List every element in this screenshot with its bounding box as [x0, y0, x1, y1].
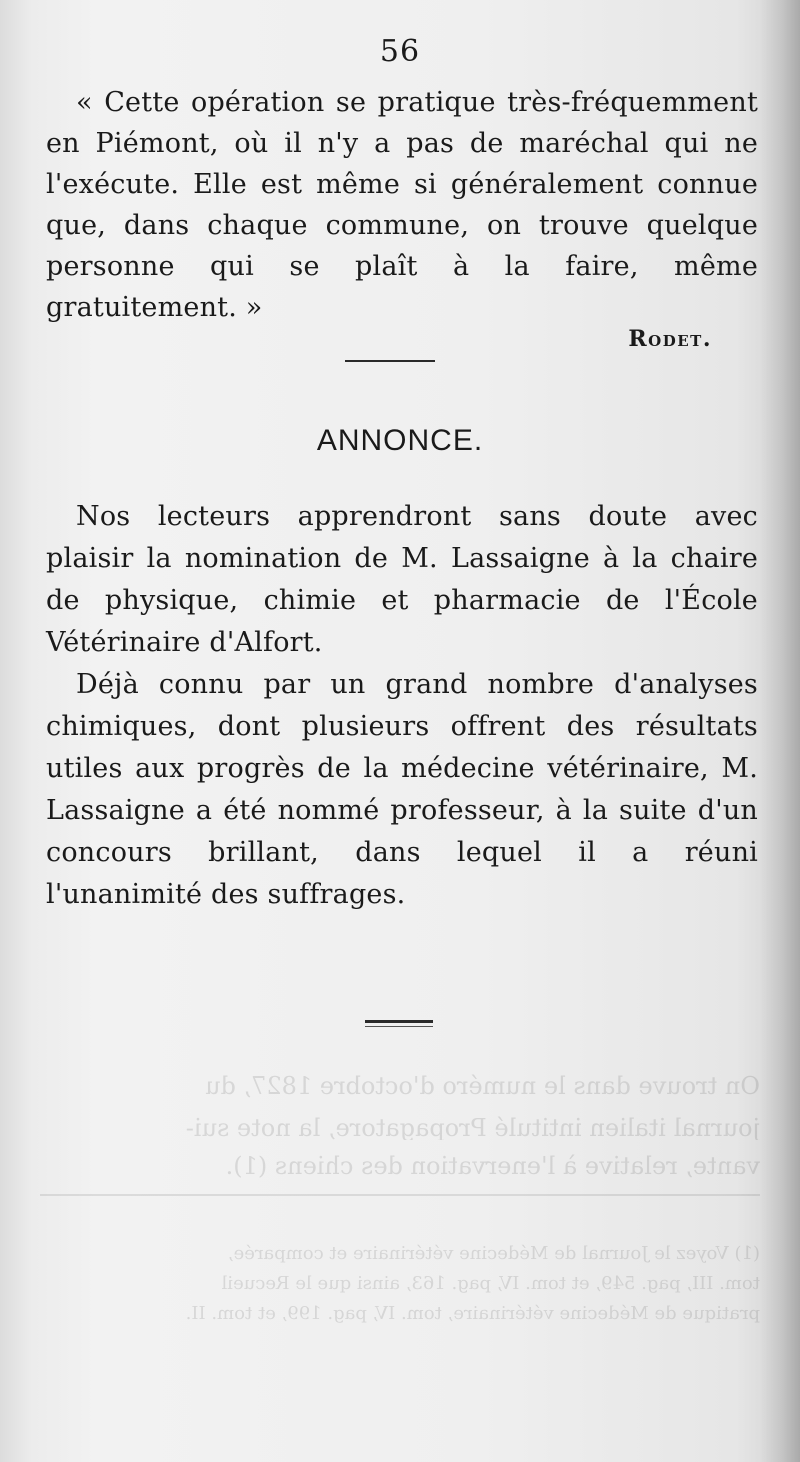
- bleed-through-rule: [40, 1194, 760, 1196]
- bleed-through-text: tom. III, pag. 549, et tom. IV, pag. 163, ainsi que le Recueil: [221, 1273, 760, 1294]
- quotation-text: « Cette opération se pratique très-fréquemment en Piémont, où il n'y a pas de maréchal qui ne l'exécute. Elle est même si généralement connue que, dans chaque commune, on trouve quelque personne qui se plaît à la faire, même gratuitement. »: [46, 87, 758, 323]
- announcement-body: [46, 496, 758, 916]
- bleed-through-text: journal italien intitulé Propagatore, la note sui-: [185, 1116, 760, 1140]
- announcement-paragraph: Nos lecteurs apprendront sans doute avec plaisir la nomination de M. Lassaigne à la chaire de physique, chimie et pharmacie de l'École Vétérinaire d'Alfort.: [46, 501, 758, 658]
- quotation-block: [46, 82, 758, 328]
- section-divider: [345, 360, 435, 362]
- page-gutter-shadow: [760, 0, 800, 1462]
- bleed-through-text: vante, relative à l'enervation des chiens (1).: [225, 1154, 760, 1178]
- announcement-paragraph: Déjà connu par un grand nombre d'analyses chimiques, dont plusieurs offrent des résultats utiles aux progrès de la médecine vétérinaire, M. Lassaigne a été nommé professeur, à la suite d'un concours brillant, dans lequel il a réuni l'unanimité des suffrages.: [46, 669, 758, 910]
- bleed-through-text: On trouve dans le numéro d'octobre 1827, du: [205, 1074, 760, 1098]
- bleed-through-text: (1) Voyez le Journal de Médecine vétérinaire et comparée,: [227, 1243, 760, 1264]
- quotation-attribution: Rodet.: [628, 326, 712, 352]
- bleed-through-text: pratique de Médecine vétérinaire, tom. IV, pag. 199, et tom. II.: [185, 1303, 760, 1324]
- page-number: 56: [379, 34, 421, 69]
- section-end-rule: [365, 1020, 433, 1023]
- section-heading: ANNONCE.: [316, 424, 484, 457]
